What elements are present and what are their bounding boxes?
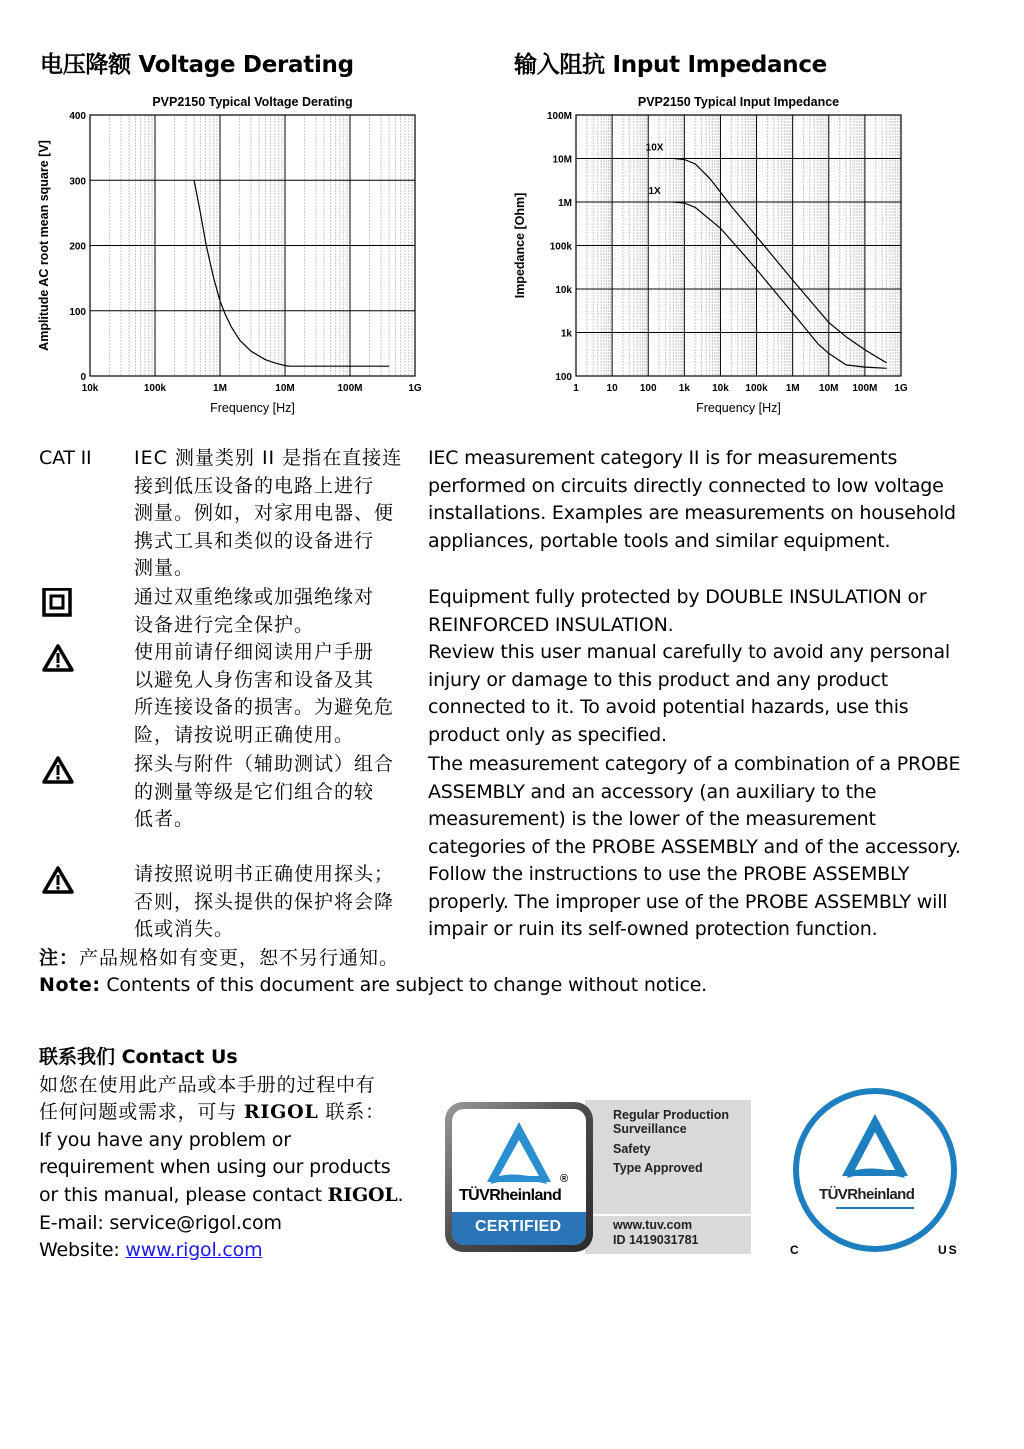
en-description-line: connected to it. To avoid potential hazards, use this xyxy=(428,696,909,719)
y-tick-label: 10k xyxy=(555,285,572,296)
cn-description-line: 携式工具和类似的设备进行 xyxy=(134,529,375,552)
cn-description-line: 使用前请仔细阅读用户手册 xyxy=(134,641,375,663)
contact-title: 联系我们 Contact Us xyxy=(39,1046,238,1068)
cn-description-line: 设备进行完全保护。 xyxy=(134,613,315,636)
cn-description-line: 测量。 xyxy=(134,557,195,580)
en-description-line: IEC measurement category II is for measurements xyxy=(428,447,898,469)
note-cn-label: 注： xyxy=(39,947,80,969)
y-tick-label: 300 xyxy=(69,176,86,188)
cn-description-line: 以避免人身伤害和设备及其 xyxy=(134,668,375,691)
y-tick-label: 400 xyxy=(69,111,86,122)
note-en-text: Contents of this document are subject to change without notice. xyxy=(100,974,708,996)
input-impedance-chart xyxy=(0,0,1024,430)
x-tick-label: 100M xyxy=(337,383,363,394)
en-description-line: Equipment fully protected by DOUBLE INSULATION or xyxy=(428,586,927,608)
contact-en-line3-b: . xyxy=(397,1183,404,1206)
contact-en-line3 xyxy=(39,1182,403,1210)
contact-cn-line2-b: 联系： xyxy=(318,1101,385,1124)
cn-description-line: 通过双重绝缘或加强绝缘对 xyxy=(134,586,375,608)
tuv-line-3: Safety xyxy=(613,1142,651,1156)
chart-title: PVP2150 Typical Input Impedance xyxy=(637,95,840,109)
c-label: C xyxy=(790,1243,799,1257)
cn-description-line: 所连接设备的损害。为避免危 xyxy=(134,696,395,719)
en-description-line: Follow the instructions to use the PROBE ASSEMBLY xyxy=(428,863,910,885)
en-description-line: categories of the PROBE ASSEMBLY and of the accessory. xyxy=(428,835,961,858)
email-label: E-mail: xyxy=(39,1211,110,1234)
tuv-url: www.tuv.com xyxy=(613,1218,693,1232)
tuv-certified-badge xyxy=(443,1100,751,1254)
x-tick-label: 10M xyxy=(275,383,295,394)
tuv-line-4: Type Approved xyxy=(613,1161,703,1175)
contact-section xyxy=(39,1044,403,1265)
us-label: US xyxy=(938,1243,959,1257)
registered-mark: ® xyxy=(560,1173,569,1185)
input-impedance-title: 输入阻抗 Input Impedance xyxy=(514,52,827,78)
tuv-certified-label: CERTIFIED xyxy=(475,1218,562,1235)
en-description-line: appliances, portable tools and similar equipment. xyxy=(428,529,891,552)
x-tick-label: 1k xyxy=(678,383,690,394)
x-tick-label: 100k xyxy=(143,383,167,394)
en-description-line: performed on circuits directly connected to low voltage xyxy=(428,474,944,497)
y-tick-label: 10M xyxy=(552,154,572,166)
x-tick-label: 10 xyxy=(606,383,618,394)
en-description-line: measurement) is the lower of the measurement xyxy=(428,808,876,831)
contact-cn-line2-a: 任何问题或需求，可与 xyxy=(39,1101,244,1124)
cn-description-line: 请按照说明书正确使用探头； xyxy=(134,863,395,885)
contact-cn-line2 xyxy=(39,1099,403,1127)
x-tick-label: 100M xyxy=(852,383,878,394)
website-link[interactable]: www.rigol.com xyxy=(125,1239,263,1262)
x-tick-label: 100 xyxy=(639,383,657,394)
en-description-line: ASSEMBLY and an accessory (an auxiliary to the xyxy=(428,780,877,803)
contact-en-line2: requirement when using our products xyxy=(39,1156,391,1179)
cn-description-line: 否则，探头提供的保护将会降 xyxy=(134,890,395,913)
x-axis-label: Frequency [Hz] xyxy=(210,401,295,415)
tuv-line-2: Surveillance xyxy=(613,1122,687,1136)
tuv-info-panel xyxy=(585,1100,751,1254)
y-tick-label: 100M xyxy=(546,111,572,122)
contact-email xyxy=(39,1210,403,1238)
brand-rigol-en: RIGOL xyxy=(327,1183,398,1206)
tuv-line-1: Regular Production xyxy=(613,1108,729,1122)
series-label: 10X xyxy=(645,142,664,154)
x-tick-label: 10M xyxy=(819,383,839,394)
note-en-label: Note: xyxy=(39,974,101,996)
note-cn xyxy=(39,945,399,973)
x-tick-label: 1M xyxy=(785,383,800,394)
x-tick-label: 1G xyxy=(894,383,908,394)
warning-icon xyxy=(42,865,74,895)
x-tick-label: 100k xyxy=(745,383,768,394)
series-label: 1X xyxy=(648,186,661,197)
en-description-line: The measurement category of a combination of a PROBE xyxy=(428,753,961,775)
warning-icon xyxy=(42,755,74,785)
chart-title: PVP2150 Typical Voltage Derating xyxy=(152,95,353,109)
brand-rigol: RIGOL xyxy=(243,1101,319,1124)
tuv-brand-label: TÜVRheinland xyxy=(459,1187,562,1204)
voltage-derating-title: 电压降额 Voltage Derating xyxy=(40,52,354,78)
contact-en-line1: If you have any problem or xyxy=(39,1128,291,1151)
x-tick-label: 1G xyxy=(408,383,422,394)
website-label: Website: xyxy=(39,1239,126,1262)
en-description-line: impair or ruin its self-owned protection function. xyxy=(428,918,878,941)
contact-website xyxy=(39,1237,403,1265)
tuv-panel-divider xyxy=(585,1214,751,1216)
note-cn-text: 产品规格如有变更，恕不另行通知。 xyxy=(79,947,400,969)
en-description-line: REINFORCED INSULATION. xyxy=(428,613,674,636)
y-tick-label: 100 xyxy=(555,372,572,383)
x-tick-label: 10k xyxy=(712,383,729,394)
en-description-line: properly. The improper use of the PROBE ASSEMBLY will xyxy=(428,890,948,913)
category-label: CAT II xyxy=(39,447,92,469)
en-description-line: installations. Examples are measurements on household xyxy=(428,502,956,525)
double-insulation-icon xyxy=(42,588,74,618)
warning-icon xyxy=(42,643,74,673)
en-description-line: product only as specified. xyxy=(428,723,667,746)
x-tick-label: 1M xyxy=(213,383,227,394)
y-tick-label: 0 xyxy=(80,372,86,383)
email-value: service@rigol.com xyxy=(109,1211,282,1234)
cn-description-line: 低或消失。 xyxy=(134,918,235,941)
y-axis-label: Amplitude AC root mean square [V] xyxy=(37,140,51,351)
tuv-circle-brand: TÜVRheinland xyxy=(819,1186,915,1203)
contact-cn-line1: 如您在使用此产品或本手册的过程中有 xyxy=(39,1073,376,1096)
y-tick-label: 1k xyxy=(560,328,572,340)
y-tick-label: 100 xyxy=(69,306,86,318)
cn-description-line: 接到低压设备的电路上进行 xyxy=(134,474,375,497)
x-tick-label: 1 xyxy=(573,383,579,394)
cn-description-line: 低者。 xyxy=(134,808,195,831)
tuv-cus-mark xyxy=(787,1088,963,1260)
tuv-circle-logo xyxy=(787,1088,963,1260)
cn-description-line: IEC 测量类别 II 是指在直接连 xyxy=(134,447,403,469)
y-tick-label: 200 xyxy=(69,241,86,253)
cn-description-line: 险，请按说明正确使用。 xyxy=(134,723,355,746)
y-tick-label: 100k xyxy=(549,241,572,253)
x-tick-label: 10k xyxy=(81,383,99,394)
cn-description-line: 探头与附件（辅助测试）组合 xyxy=(134,753,395,775)
cn-description-line: 的测量等级是它们组合的较 xyxy=(134,780,375,803)
en-description-line: Review this user manual carefully to avoid any personal xyxy=(428,641,950,663)
x-axis-label: Frequency [Hz] xyxy=(696,401,781,415)
cn-description-line: 测量。例如，对家用电器、便 xyxy=(134,502,395,525)
note-en xyxy=(39,972,707,1000)
y-axis-label: Impedance [Ohm] xyxy=(513,192,527,299)
tuv-id: ID 1419031781 xyxy=(613,1233,699,1247)
y-tick-label: 1M xyxy=(558,198,572,209)
en-description-line: injury or damage to this product and any product xyxy=(428,668,889,691)
contact-en-line3-a: or this manual, please contact xyxy=(39,1183,328,1206)
